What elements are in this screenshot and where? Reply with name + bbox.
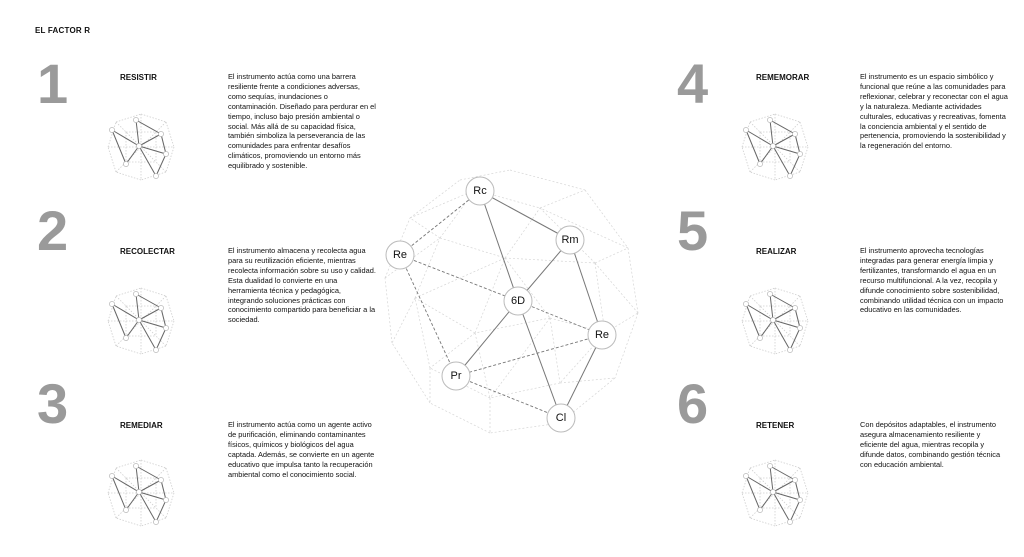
section-label-1: RESISTIR: [120, 73, 157, 82]
page-title: EL FACTOR R: [35, 26, 91, 35]
section-number-3: 3: [37, 372, 69, 435]
thumbnail-diagram-2: [106, 286, 176, 356]
svg-text:6D: 6D: [510, 295, 526, 307]
section-label-4: REMEMORAR: [756, 73, 810, 82]
section-text-2: El instrumento almacena y recolecta agua para su reutilización eficiente, mientras recolecta información sobre su uso y calidad. Esta dualidad lo convierte en una herramienta técnica y pedagógica, integrando soluciones prácticas con conocimiento compartido para beneficiar a la sociedad.: [228, 246, 376, 325]
section-label-5: REALIZAR: [756, 247, 797, 256]
node-rc: [466, 177, 494, 205]
section-number-5: 5: [677, 199, 709, 262]
node-6d: [504, 287, 532, 315]
section-number-6: 6: [677, 372, 709, 435]
thumbnail-diagram-3: [106, 458, 176, 528]
section-label-2: RECOLECTAR: [120, 247, 175, 256]
section-number-4: 4: [677, 52, 709, 115]
node-cl: [547, 404, 575, 432]
thumbnail-diagram-1: [106, 112, 176, 182]
svg-text:Re: Re: [392, 249, 408, 261]
thumbnail-diagram-6: [740, 458, 810, 528]
section-label-6: RETENER: [756, 421, 795, 430]
node-re-right: [588, 321, 616, 349]
dashed-connections: [400, 191, 602, 418]
section-text-3: El instrumento actúa como un agente activo de purificación, eliminando contaminantes físicos, químicos y biológicos del agua captada. Además, se convierte en un agente educativo que impulsa tanto la recuperación ambiental como el conocimiento social.: [228, 420, 375, 479]
section-text-6: Con depósitos adaptables, el instrumento asegura almacenamiento resiliente y eficiente del agua, mientras recopila y difunde datos, combinando gestión técnica con educación ambiental.: [860, 420, 1001, 469]
section-number-1: 1: [37, 52, 69, 115]
section-text-1: El instrumento actúa como una barrera resiliente frente a condiciones adversas, como sequías, inundaciones o contaminación. Diseñado para perdurar en el tiempo, incluso bajo presión ambiental o social. Más allá de su capacidad física, también simboliza la perseverancia de las comunidades para enfrentar desafíos climáticos, promoviendo un entorno más equilibrado y sostenible.: [228, 72, 376, 171]
svg-text:Rm: Rm: [561, 234, 579, 246]
node-rm: [556, 226, 584, 254]
section-text-4: El instrumento es un espacio simbólico y funcional que reúne a las comunidades para reflexionar, celebrar y reconectar con el agua y la naturaleza. Mediante actividades culturales, educativas y recreativas, fomenta la conciencia ambiental y el sentido de pertenencia, promoviendo la sostenibilidad y la regeneración del entorno.: [860, 72, 1008, 151]
svg-text:Re: Re: [594, 329, 610, 341]
section-text-5: El instrumento aprovecha tecnologías integradas para generar energía limpia y fertilizantes, transformando el agua en un recurso multifuncional. A la vez, recopila y difunde conocimiento sobre sostenibilidad, combinando utilidad técnica con un impacto educativo en las comunidades.: [860, 246, 1004, 315]
thumbnail-diagram-4: [740, 112, 810, 182]
svg-text:Cl: Cl: [555, 412, 567, 424]
thumbnail-diagram-5: [740, 286, 810, 356]
svg-text:Pr: Pr: [450, 370, 462, 382]
svg-text:Rc: Rc: [473, 185, 487, 197]
factor-r-diagram: [380, 168, 640, 438]
node-re-left: [386, 241, 414, 269]
section-number-2: 2: [37, 199, 69, 262]
section-label-3: REMEDIAR: [120, 421, 163, 430]
node-pr: [442, 362, 470, 390]
